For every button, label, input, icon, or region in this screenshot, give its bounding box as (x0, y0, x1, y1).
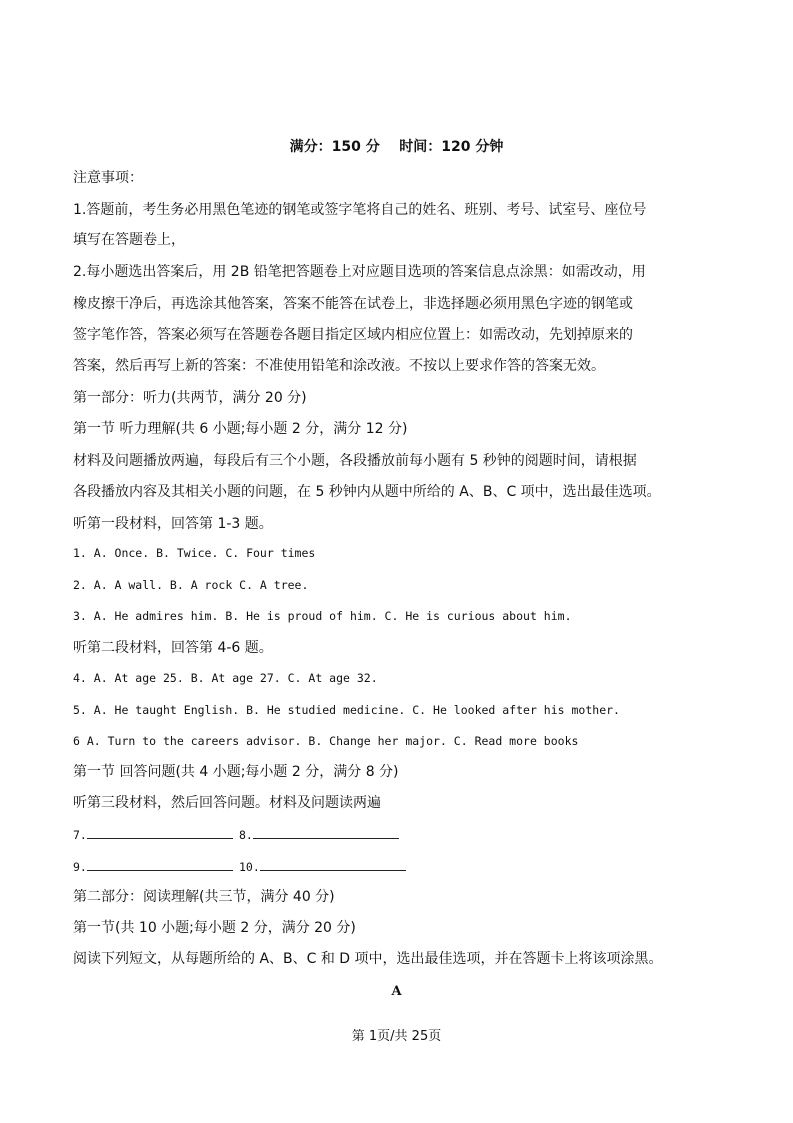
notice-item2-line2: 橡皮擦干净后，再选涂其他答案，答案不能答在试卷上，非选择题必须用黑色字迹的钢笔或 (73, 296, 633, 312)
part1-instr-line1: 材料及问题播放两遍，每段后有三个小题，各段播放前每小题有 5 秒钟的阅题时间，请根据 (73, 453, 637, 469)
part1-section1-title: 第一节 听力理解(共 6 小题;每小题 2 分，满分 12 分) (73, 421, 408, 437)
notice-title: 注意事项： (73, 170, 143, 186)
passage-a-label: A (391, 984, 402, 999)
part1-instr-line2: 各段播放内容及其相关小题的问题，在 5 秒钟内从题中所给的 A、B、C 项中，选出最佳选项。 (73, 484, 661, 500)
segment1-instruction: 听第一段材料，回答第 1-3 题。 (73, 516, 273, 532)
question-9-answer-blank[interactable] (87, 856, 233, 871)
notice-item2-line4: 答案，然后再写上新的答案：不准使用铅笔和涂改液。不按以上要求作答的答案无效。 (73, 358, 605, 374)
question-10-answer-blank[interactable] (260, 856, 406, 871)
question-2: 2. A. A wall. B. A rock C. A tree. (73, 578, 309, 592)
question-9 (73, 856, 233, 877)
question-8-label: 8. (239, 828, 253, 842)
score-time-header: 满分：150 分 时间：120 分钟 (289, 139, 504, 155)
page-number: 第 1页/共 25页 (351, 1029, 442, 1044)
part2-instruction: 阅读下列短文，从每题所给的 A、B、C 和 D 项中，选出最佳选项，并在答题卡上将该项涂黑。 (73, 951, 663, 967)
question-8 (239, 824, 399, 845)
segment3-instruction: 听第三段材料，然后回答问题。材料及问题读两遍 (73, 795, 381, 811)
question-10 (239, 856, 406, 877)
question-5: 5. A. He taught English. B. He studied medicine. C. He looked after his mother. (73, 703, 620, 717)
question-8-answer-blank[interactable] (253, 824, 399, 839)
part2-section1-title: 第一节(共 10 小题;每小题 2 分，满分 20 分) (73, 920, 356, 936)
part2-title: 第二部分：阅读理解(共三节，满分 40 分) (73, 889, 335, 905)
part1-section2-title: 第一节 回答问题(共 4 小题;每小题 2 分，满分 8 分) (73, 764, 399, 780)
question-4: 4. A. At age 25. B. At age 27. C. At age 32. (73, 671, 378, 685)
notice-item2-line1: 2.每小题选出答案后，用 2B 铅笔把答题卷上对应题目选项的答案信息点涂黑：如需改动，用 (73, 264, 646, 280)
part1-title: 第一部分：听力(共两节，满分 20 分) (73, 390, 307, 406)
question-7-label: 7. (73, 828, 87, 842)
question-6: 6 A. Turn to the careers advisor. B. Change her major. C. Read more books (73, 734, 579, 748)
question-7 (73, 824, 233, 845)
question-1: 1. A. Once. B. Twice. C. Four times (73, 546, 316, 560)
question-7-answer-blank[interactable] (87, 824, 233, 839)
notice-item1-line2: 填写在答题卷上， (73, 232, 185, 248)
question-9-label: 9. (73, 860, 87, 874)
question-3: 3. A. He admires him. B. He is proud of him. C. He is curious about him. (73, 609, 572, 623)
notice-item1-line1: 1.答题前，考生务必用黑色笔迹的钢笔或签字笔将自己的姓名、班别、考号、试室号、座位号 (73, 202, 647, 218)
segment2-instruction: 听第二段材料，回答第 4-6 题。 (73, 640, 273, 656)
notice-item2-line3: 签字笔作答，答案必须写在答题卷各题目指定区域内相应位置上：如需改动，先划掉原来的 (73, 327, 633, 343)
question-10-label: 10. (239, 860, 260, 874)
